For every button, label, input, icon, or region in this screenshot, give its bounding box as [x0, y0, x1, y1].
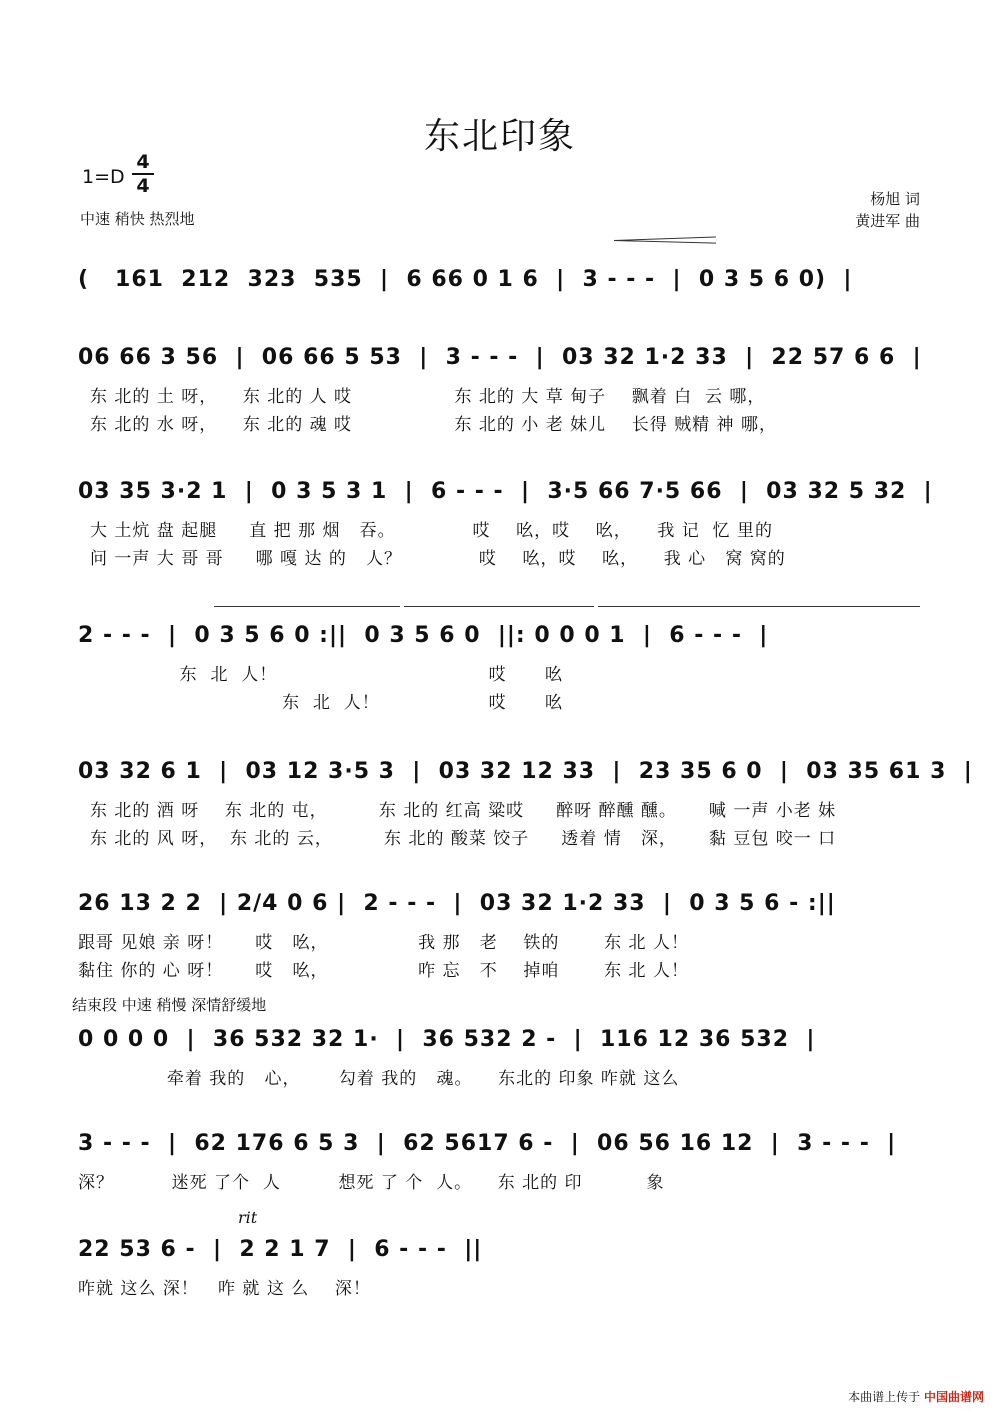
song-title: 东北印象 — [423, 116, 576, 157]
lyric-line: 深？ 迷死 了个 人 想死 了 个 人。 东 北的 印 象 — [78, 1173, 665, 1193]
score-line — [78, 260, 923, 300]
notation-line: 3 - - - | 62 176 6 5 3 | 62 5617 6 - | 06 56 16 12 | 3 - - - | — [78, 1131, 897, 1156]
time-signature-bottom: 4 — [136, 175, 150, 197]
score-line — [78, 884, 923, 981]
notation-line: 03 32 6 1 | 03 12 3·5 3 | 03 32 12 33 | 23 35 6 0 | 03 35 61 3 | — [78, 759, 973, 784]
footer — [848, 1388, 984, 1405]
footer-text: 本曲谱上传于 — [848, 1390, 921, 1404]
key-signature: 1=D — [82, 166, 125, 188]
ending-section-marker: 结束段 中速 稍慢 深情舒缓地 — [72, 996, 267, 1014]
score-line — [78, 1124, 923, 1193]
lyric-line: 问 一声 大 哥 哥 哪 嘎 达 的 人？ 哎 吆，哎 吆， 我 心 窝 窝的 — [90, 549, 786, 569]
rit-marking: rit — [238, 1208, 258, 1227]
lyric-line: 东 北的 土 呀， 东 北的 人 哎 东 北的 大 草 甸子 飘着 白 云 哪， — [90, 387, 766, 407]
score-line — [78, 472, 933, 569]
time-signature — [132, 152, 154, 196]
composer-credit: 黄进军 曲 — [855, 212, 920, 230]
lyric-line: 黏住 你的 心 呀！ 哎 吆， 咋 忘 不 掉咱 东 北 人！ — [78, 961, 689, 981]
score-line — [78, 1230, 923, 1299]
lyric-line: 跟哥 见娘 亲 呀！ 哎 吆， 我 那 老 铁的 东 北 人！ — [78, 933, 689, 953]
notation-line: 2 - - - | 0 3 5 6 0 :|| 0 3 5 6 0 ||: 0 0 0 1 | 6 - - - | — [78, 623, 769, 648]
lyric-line: 牵着 我的 心， 勾着 我的 魂。 东北的 印象 咋就 这么 — [90, 1069, 680, 1089]
site-logo[interactable]: 中国曲谱网 — [923, 1390, 984, 1404]
notation-line: 22 53 6 - | 2 2 1 7 | 6 - - - || — [78, 1237, 483, 1262]
volta-bracket — [598, 606, 920, 607]
notation-line: 26 13 2 2 | 2/4 0 6 | 2 - - - | 03 32 1·2 33 | 0 3 5 6 - :|| — [78, 891, 836, 916]
lyric-line: 东 北的 水 呀， 东 北的 魂 哎 东 北的 小 老 妹儿 长得 贼精 神 哪， — [90, 415, 777, 435]
volta-bracket — [404, 606, 594, 607]
score-line — [78, 616, 923, 713]
notation-line: 03 35 3·2 1 | 0 3 5 3 1 | 6 - - - | 3·5 66 7·5 66 | 03 32 5 32 | — [78, 479, 933, 504]
lyric-line: 咋就 这么 深！ 咋 就 这 么 深！ — [78, 1279, 371, 1299]
notation-line: ( 161 212 323 535 | 6 66 0 1 6 | 3 - - - | 0 3 5 6 0) | — [78, 267, 853, 292]
lyric-line: 东 北的 酒 呀 东 北的 屯， 东 北的 红高 粱哎 醉呀 醉醺 醺。 喊 一声 小老 妹 — [90, 801, 837, 821]
lyricist-credit: 杨旭 词 — [870, 190, 920, 208]
score-line — [78, 752, 973, 849]
score-line — [78, 338, 923, 435]
lyric-line: 东 北的 风 呀， 东 北的 云， 东 北的 酸菜 饺子 透着 情 深， 黏 豆包 咬一 口 — [90, 829, 837, 849]
crescendo-mark — [614, 240, 716, 244]
score-line — [78, 1020, 923, 1089]
tempo-marking: 中速 稍快 热烈地 — [80, 210, 195, 228]
lyric-line: 东 北 人！ 哎 吆 — [90, 665, 564, 685]
volta-bracket — [214, 606, 400, 607]
lyric-line: 大 土炕 盘 起腿 直 把 那 烟 吞。 哎 吆，哎 吆， 我 记 忆 里的 — [90, 521, 773, 541]
notation-line: 06 66 3 56 | 06 66 5 53 | 3 - - - | 03 32 1·2 33 | 22 57 6 6 | — [78, 345, 922, 370]
time-signature-top: 4 — [136, 151, 150, 173]
notation-line: 0 0 0 0 | 36 532 32 1· | 36 532 2 - | 116 12 36 532 | — [78, 1027, 816, 1052]
lyric-line: 东 北 人！ 哎 吆 — [90, 693, 564, 713]
